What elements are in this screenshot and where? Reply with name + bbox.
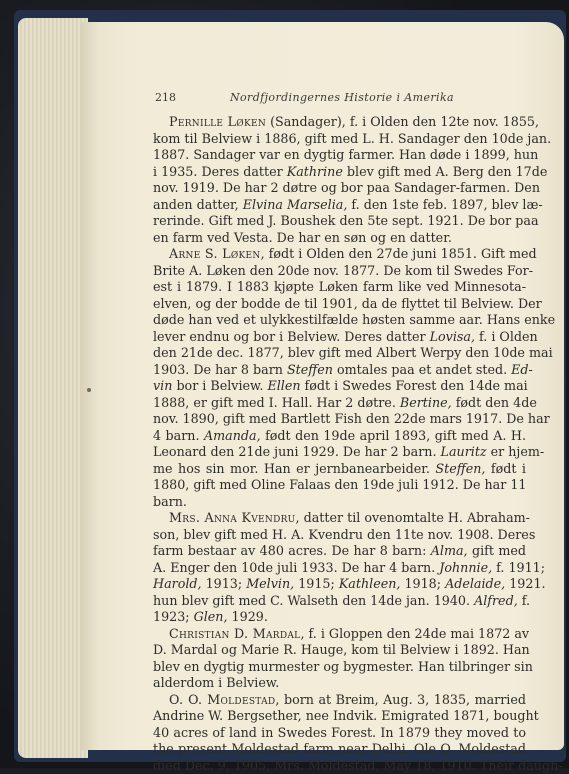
text-segment: kom til Belview i 1886, gift med L. H. Sandager den 10de jan. (153, 131, 551, 146)
body-text (153, 114, 526, 774)
text-segment: blev gift med A. Berg den 17de (343, 164, 548, 179)
text-segment: født den 4de (452, 395, 537, 410)
text-segment: Brite A. Løken den 20de nov. 1877. De kom til Swedes For- (153, 263, 533, 278)
running-title: Nordfjordingernes Historie i Amerika (230, 91, 454, 104)
text-line (153, 543, 526, 560)
text-segment: i 1935. Deres datter (153, 164, 287, 179)
binding-mark (87, 388, 91, 392)
text-line (153, 411, 526, 428)
text-segment: født i (485, 461, 526, 476)
text-line (153, 263, 526, 280)
italic-name: Alfred, (474, 593, 518, 608)
text-segment: 4 barn. (153, 428, 204, 443)
italic-name: Amanda, (204, 428, 261, 443)
text-segment: lever endnu og bor i Belview. Deres datter (153, 329, 430, 344)
text-segment: rerinde. Gift med J. Boushek den 5te sept. 1921. De bor paa (153, 213, 539, 228)
text-line (153, 741, 526, 758)
text-line (153, 345, 526, 362)
text-line (153, 213, 526, 230)
text-segment: 1918; (400, 576, 445, 591)
text-segment: barn. (153, 494, 187, 509)
text-line (153, 114, 526, 131)
text-segment: 1923; (153, 609, 194, 624)
text-segment: Andrine W. Bergsether, nee Indvik. Emigrated 1871, bought (153, 708, 539, 723)
text-segment: den 21de dec. 1877, blev gift med Albert Werpy den 10de mai (153, 345, 553, 360)
text-segment: A. Enger den 10de juli 1933. De har 4 barn. (153, 560, 439, 575)
text-line (153, 131, 526, 148)
text-segment: hun blev gift med C. Walseth den 14de jan. 1940. (153, 593, 474, 608)
text-line (153, 725, 526, 742)
italic-name: Melvin, (246, 576, 294, 591)
text-segment: D. Mardal og Marie R. Hauge, kom til Belview i 1892. Han (153, 642, 530, 657)
text-segment: er hjem- (487, 444, 545, 459)
text-segment: , born at Breim, Aug. 3, 1835, married (275, 692, 526, 707)
text-segment: blev en dygtig murmester og bygmester. Han tilbringer sin (153, 659, 533, 674)
text-segment: , datter til ovenomtalte H. Abraham- (296, 510, 530, 525)
italic-name: Harold, (153, 576, 202, 591)
text-segment: , f. i Gloppen den 24de mai 1872 av (300, 626, 529, 641)
text-segment: elven, og der bodde de til 1901, da de flyttet til Belview. Der (153, 296, 542, 311)
text-line (153, 329, 526, 346)
text-segment: 1915; (294, 576, 339, 591)
text-line (153, 642, 526, 659)
italic-name: Alma, (431, 543, 468, 558)
text-line (153, 609, 526, 626)
text-segment: son, blev gift med H. A. Kvendru den 11te nov. 1908. Deres (153, 527, 535, 542)
text-line (153, 279, 526, 296)
italic-name: Kathrine (287, 164, 343, 179)
entry-name: Arne S. Løken (169, 246, 261, 261)
italic-name: Lovisa, (430, 329, 475, 344)
text-segment: f. i Olden (475, 329, 538, 344)
text-line (153, 246, 526, 263)
text-line (153, 758, 526, 774)
text-line (153, 593, 526, 610)
text-segment: 1913; (202, 576, 247, 591)
text-segment: født den 19de april 1893, gift med A. H. (261, 428, 526, 443)
entry-name: Mrs. Anna Kvendru (169, 510, 296, 525)
italic-name: Johnnie, (439, 560, 492, 575)
text-line (153, 395, 526, 412)
italic-name: Steffen, (435, 461, 485, 476)
text-segment: died Dec. 9, 1905, Mrs. Moldestad, May 18, 1910. Their daugh- (153, 758, 563, 773)
entry-name: Pernille Løken (169, 114, 266, 129)
text-line (153, 461, 526, 478)
text-line (153, 197, 526, 214)
text-segment: anden datter, (153, 197, 243, 212)
italic-name: Glen, (194, 609, 228, 624)
text-segment: f. den 1ste feb. 1897, blev læ- (347, 197, 542, 212)
page-header (155, 91, 527, 107)
text-line (153, 362, 526, 379)
text-line (153, 560, 526, 577)
italic-name: Kathleen, (339, 576, 401, 591)
text-line (153, 147, 526, 164)
text-segment: 1903. De har 8 barn (153, 362, 287, 377)
text-line (153, 296, 526, 313)
italic-name: Ellen (267, 378, 300, 393)
text-segment: nov. 1919. De har 2 døtre og bor paa Sandager-farmen. Den (153, 180, 540, 195)
text-line (153, 378, 526, 395)
text-segment: nov. 1890, gift med Bartlett Fish den 22de mars 1917. De har (153, 411, 550, 426)
text-segment: 1888, er gift med I. Hall. Har 2 døtre. (153, 395, 400, 410)
text-line (153, 626, 526, 643)
italic-name: vin (153, 378, 172, 393)
text-segment: alderdom i Belview. (153, 675, 279, 690)
entry-name: Christian D. Mardal (169, 626, 300, 641)
text-segment: 40 acres of land in Swedes Forest. In 1879 they moved to (153, 725, 526, 740)
text-segment: f. (518, 593, 530, 608)
text-segment: 1887. Sandager var en dygtig farmer. Han døde i 1899, hun (153, 147, 538, 162)
page-stack-edges (18, 18, 88, 758)
text-line (153, 675, 526, 692)
text-line (153, 477, 526, 494)
text-line (153, 230, 526, 247)
text-line (153, 576, 526, 593)
text-segment: 1929. (228, 609, 268, 624)
text-line (153, 164, 526, 181)
text-line (153, 692, 526, 709)
text-segment: en farm ved Vesta. De har en søn og en datter. (153, 230, 452, 245)
text-segment: (Sandager), f. i Olden den 12te nov. 1855, (266, 114, 539, 129)
text-line (153, 510, 526, 527)
italic-name: Steffen (287, 362, 333, 377)
text-segment: farm bestaar av 480 acres. De har 8 barn: (153, 543, 431, 558)
text-line (153, 494, 526, 511)
italic-name: Adelaide, (445, 576, 505, 591)
text-segment: født i Swedes Forest den 14de mai (301, 378, 528, 393)
italic-name: Bertine, (400, 395, 452, 410)
text-line (153, 527, 526, 544)
text-line (153, 444, 526, 461)
text-segment: 1880, gift med Oline Falaas den 19de juli 1912. De har 11 (153, 477, 526, 492)
text-segment: , født i Olden den 27de juni 1851. Gift med (261, 246, 537, 261)
text-segment: bor i Belview. (172, 378, 267, 393)
text-segment: the present Moldestad farm near Delhi. Ole O. Moldestad (153, 741, 526, 756)
text-line (153, 659, 526, 676)
text-segment: omtales paa et andet sted. (333, 362, 511, 377)
italic-name: Ed- (511, 362, 533, 377)
text-line (153, 180, 526, 197)
text-segment: 1921. (505, 576, 545, 591)
text-segment: f. 1911; (492, 560, 545, 575)
text-line (153, 428, 526, 445)
text-line (153, 708, 526, 725)
page-number: 218 (155, 91, 176, 104)
text-line (153, 312, 526, 329)
entry-name: O. O. Moldestad (169, 692, 275, 707)
italic-name: Lauritz (441, 444, 487, 459)
text-segment: døde han ved et ulykkestilfælde høsten samme aar. Hans enke (153, 312, 555, 327)
text-segment: gift med (468, 543, 526, 558)
italic-name: Elvina Marselia, (243, 197, 348, 212)
text-segment: Leonard den 21de juni 1929. De har 2 barn. (153, 444, 441, 459)
text-segment: me hos sin mor. Han er jernbanearbeider. (153, 461, 435, 476)
text-segment: est i 1879. I 1883 kjøpte Løken farm like ved Minnesota- (153, 279, 526, 294)
